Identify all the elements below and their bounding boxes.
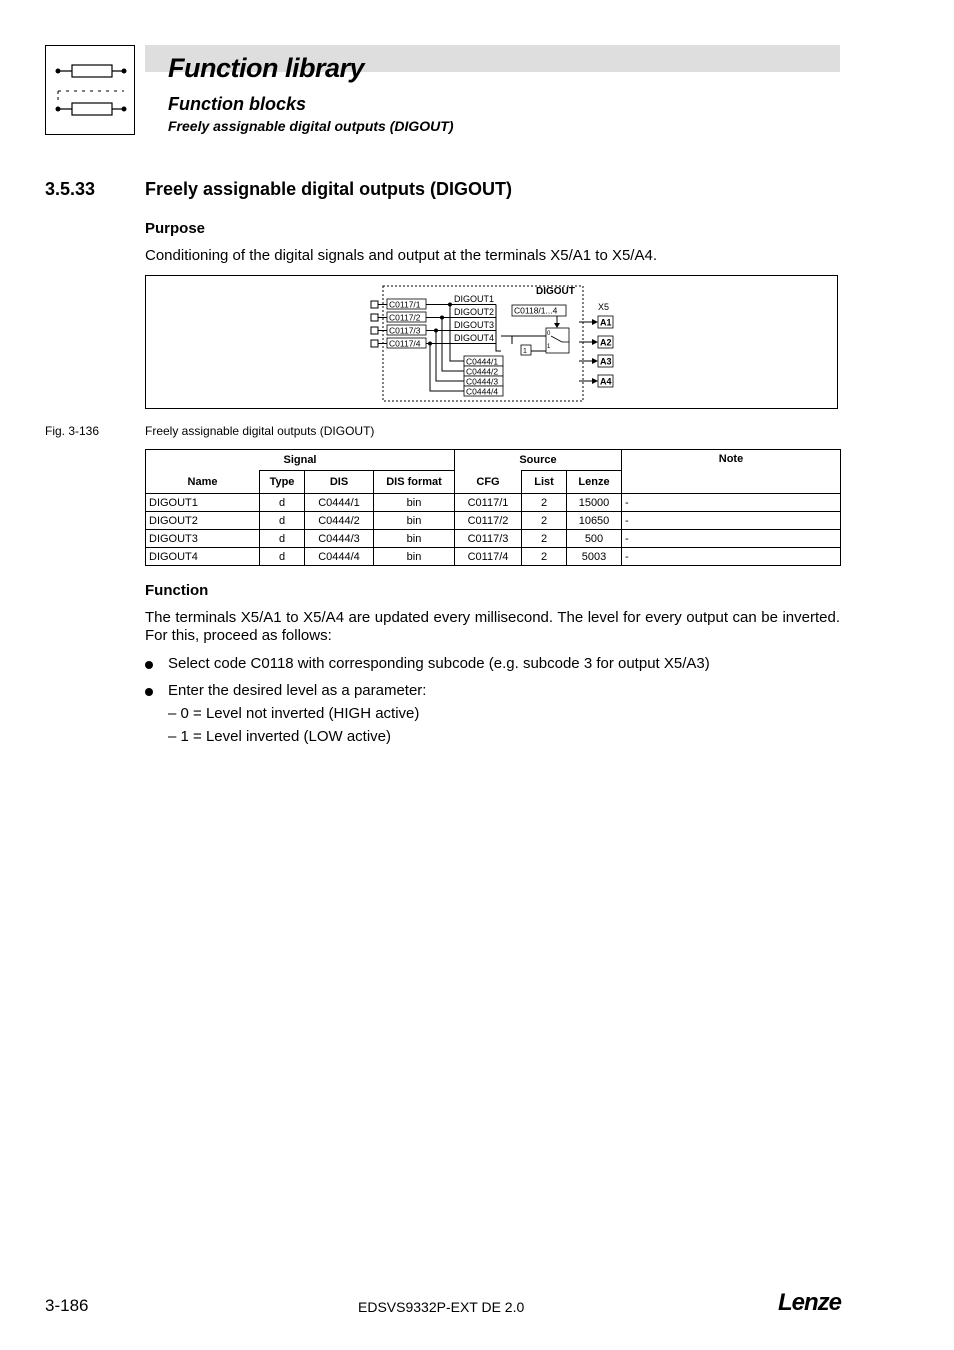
page-title: Function library [168, 53, 365, 83]
digout-diagram [145, 275, 838, 409]
bullet-icon [145, 688, 153, 696]
cfg-code-3: C0117/3 [389, 325, 421, 336]
col-header-lenze: Lenze [567, 471, 622, 494]
cell-cfg: C0117/3 [455, 530, 522, 548]
page-number: 3-186 [45, 1296, 89, 1315]
table-row [146, 548, 841, 566]
function-block-icon [46, 46, 134, 134]
cell-lenze: 15000 [567, 494, 622, 512]
cell-dis: C0444/4 [305, 548, 374, 566]
cell-dis-format: bin [374, 512, 455, 530]
table-row [146, 494, 841, 512]
switch-label-0: 0 [547, 331, 551, 337]
figure-caption: Freely assignable digital outputs (DIGOUT) [145, 424, 375, 438]
bullet-text: Enter the desired level as a parameter: [168, 682, 427, 699]
cell-type: d [260, 548, 305, 566]
inverter-label: 1 [523, 348, 527, 355]
cell-cfg: C0117/1 [455, 494, 522, 512]
output-label-2: A2 [600, 337, 612, 348]
cfg-code-1: C0117/1 [389, 299, 421, 310]
cell-note: - [622, 548, 841, 566]
col-header-name: Name [146, 471, 260, 494]
cfg-code-2: C0117/2 [389, 312, 421, 323]
cell-note: - [622, 530, 841, 548]
cell-lenze: 10650 [567, 512, 622, 530]
terminal-header: X5 [598, 302, 610, 312]
cell-dis: C0444/2 [305, 512, 374, 530]
group-header-signal: Signal [146, 450, 455, 471]
cell-dis-format: bin [374, 548, 455, 566]
table-row [146, 512, 841, 530]
signal-label-3: DIGOUT3 [454, 320, 495, 330]
chapter-icon [45, 45, 135, 135]
bullet-icon [145, 661, 153, 669]
function-text: The terminals X5/A1 to X5/A4 are updated every millisecond. The level for every output can be inverted. For this, proceed as follows: [145, 609, 840, 644]
cell-note: - [622, 494, 841, 512]
invert-code: C0118/1...4 [514, 305, 558, 316]
page-subsubtitle: Freely assignable digital outputs (DIGOUT) [168, 118, 454, 134]
signal-label-1: DIGOUT1 [454, 294, 495, 304]
page-subtitle: Function blocks [168, 94, 307, 114]
table-row [146, 530, 841, 548]
document-id: EDSVS9332P-EXT DE 2.0 [358, 1299, 525, 1315]
cell-lenze: 500 [567, 530, 622, 548]
section-number: 3.5.33 [45, 179, 96, 199]
cell-cfg: C0117/4 [455, 548, 522, 566]
block-label: DIGOUT [536, 286, 575, 297]
cell-note: - [622, 512, 841, 530]
cell-list: 2 [522, 548, 567, 566]
cell-name: DIGOUT4 [146, 548, 260, 566]
dis-code-4: C0444/4 [466, 386, 499, 397]
dis-code-3: C0444/3 [466, 376, 499, 387]
input-square-4 [371, 340, 378, 347]
output-label-1: A1 [600, 317, 612, 328]
cell-dis-format: bin [374, 494, 455, 512]
figure-label: Fig. 3-136 [45, 424, 100, 438]
output-label-4: A4 [600, 376, 612, 387]
input-square-2 [371, 314, 378, 321]
cell-dis: C0444/3 [305, 530, 374, 548]
sub-item: – 0 = Level not inverted (HIGH active) [168, 705, 420, 722]
cell-list: 2 [522, 530, 567, 548]
group-header-note: Note [622, 450, 841, 494]
cell-lenze: 5003 [567, 548, 622, 566]
col-header-type: Type [260, 471, 305, 494]
col-header-list: List [522, 471, 567, 494]
purpose-heading: Purpose [145, 220, 206, 237]
bullet-text: Select code C0118 with corresponding subcode (e.g. subcode 3 for output X5/A3) [168, 655, 710, 672]
cell-type: d [260, 494, 305, 512]
cell-cfg: C0117/2 [455, 512, 522, 530]
cell-name: DIGOUT2 [146, 512, 260, 530]
group-header-source: Source [455, 450, 622, 471]
col-header-cfg: CFG [455, 471, 522, 494]
cell-type: d [260, 512, 305, 530]
input-square-1 [371, 301, 378, 308]
cfg-code-4: C0117/4 [389, 338, 421, 349]
cell-name: DIGOUT1 [146, 494, 260, 512]
signal-label-4: DIGOUT4 [454, 333, 495, 343]
cell-dis-format: bin [374, 530, 455, 548]
sub-item: – 1 = Level inverted (LOW active) [168, 728, 392, 745]
cell-list: 2 [522, 512, 567, 530]
signal-label-2: DIGOUT2 [454, 307, 495, 317]
cell-dis: C0444/1 [305, 494, 374, 512]
input-square-3 [371, 327, 378, 334]
col-header-dis-format: DIS format [374, 471, 455, 494]
input-connectors [371, 301, 378, 347]
cell-list: 2 [522, 494, 567, 512]
cell-type: d [260, 530, 305, 548]
output-label-3: A3 [600, 356, 612, 367]
switch-label-1: 1 [547, 344, 551, 350]
section-title: Freely assignable digital outputs (DIGOUT) [145, 179, 513, 199]
cell-name: DIGOUT3 [146, 530, 260, 548]
col-header-dis: DIS [305, 471, 374, 494]
function-heading: Function [145, 582, 209, 599]
dis-code-1: C0444/1 [466, 356, 499, 367]
dis-code-2: C0444/2 [466, 366, 499, 377]
purpose-text: Conditioning of the digital signals and output at the terminals X5/A1 to X5/A4. [145, 247, 657, 264]
signal-table [145, 449, 841, 566]
brand-logo: Lenze [778, 1289, 842, 1316]
